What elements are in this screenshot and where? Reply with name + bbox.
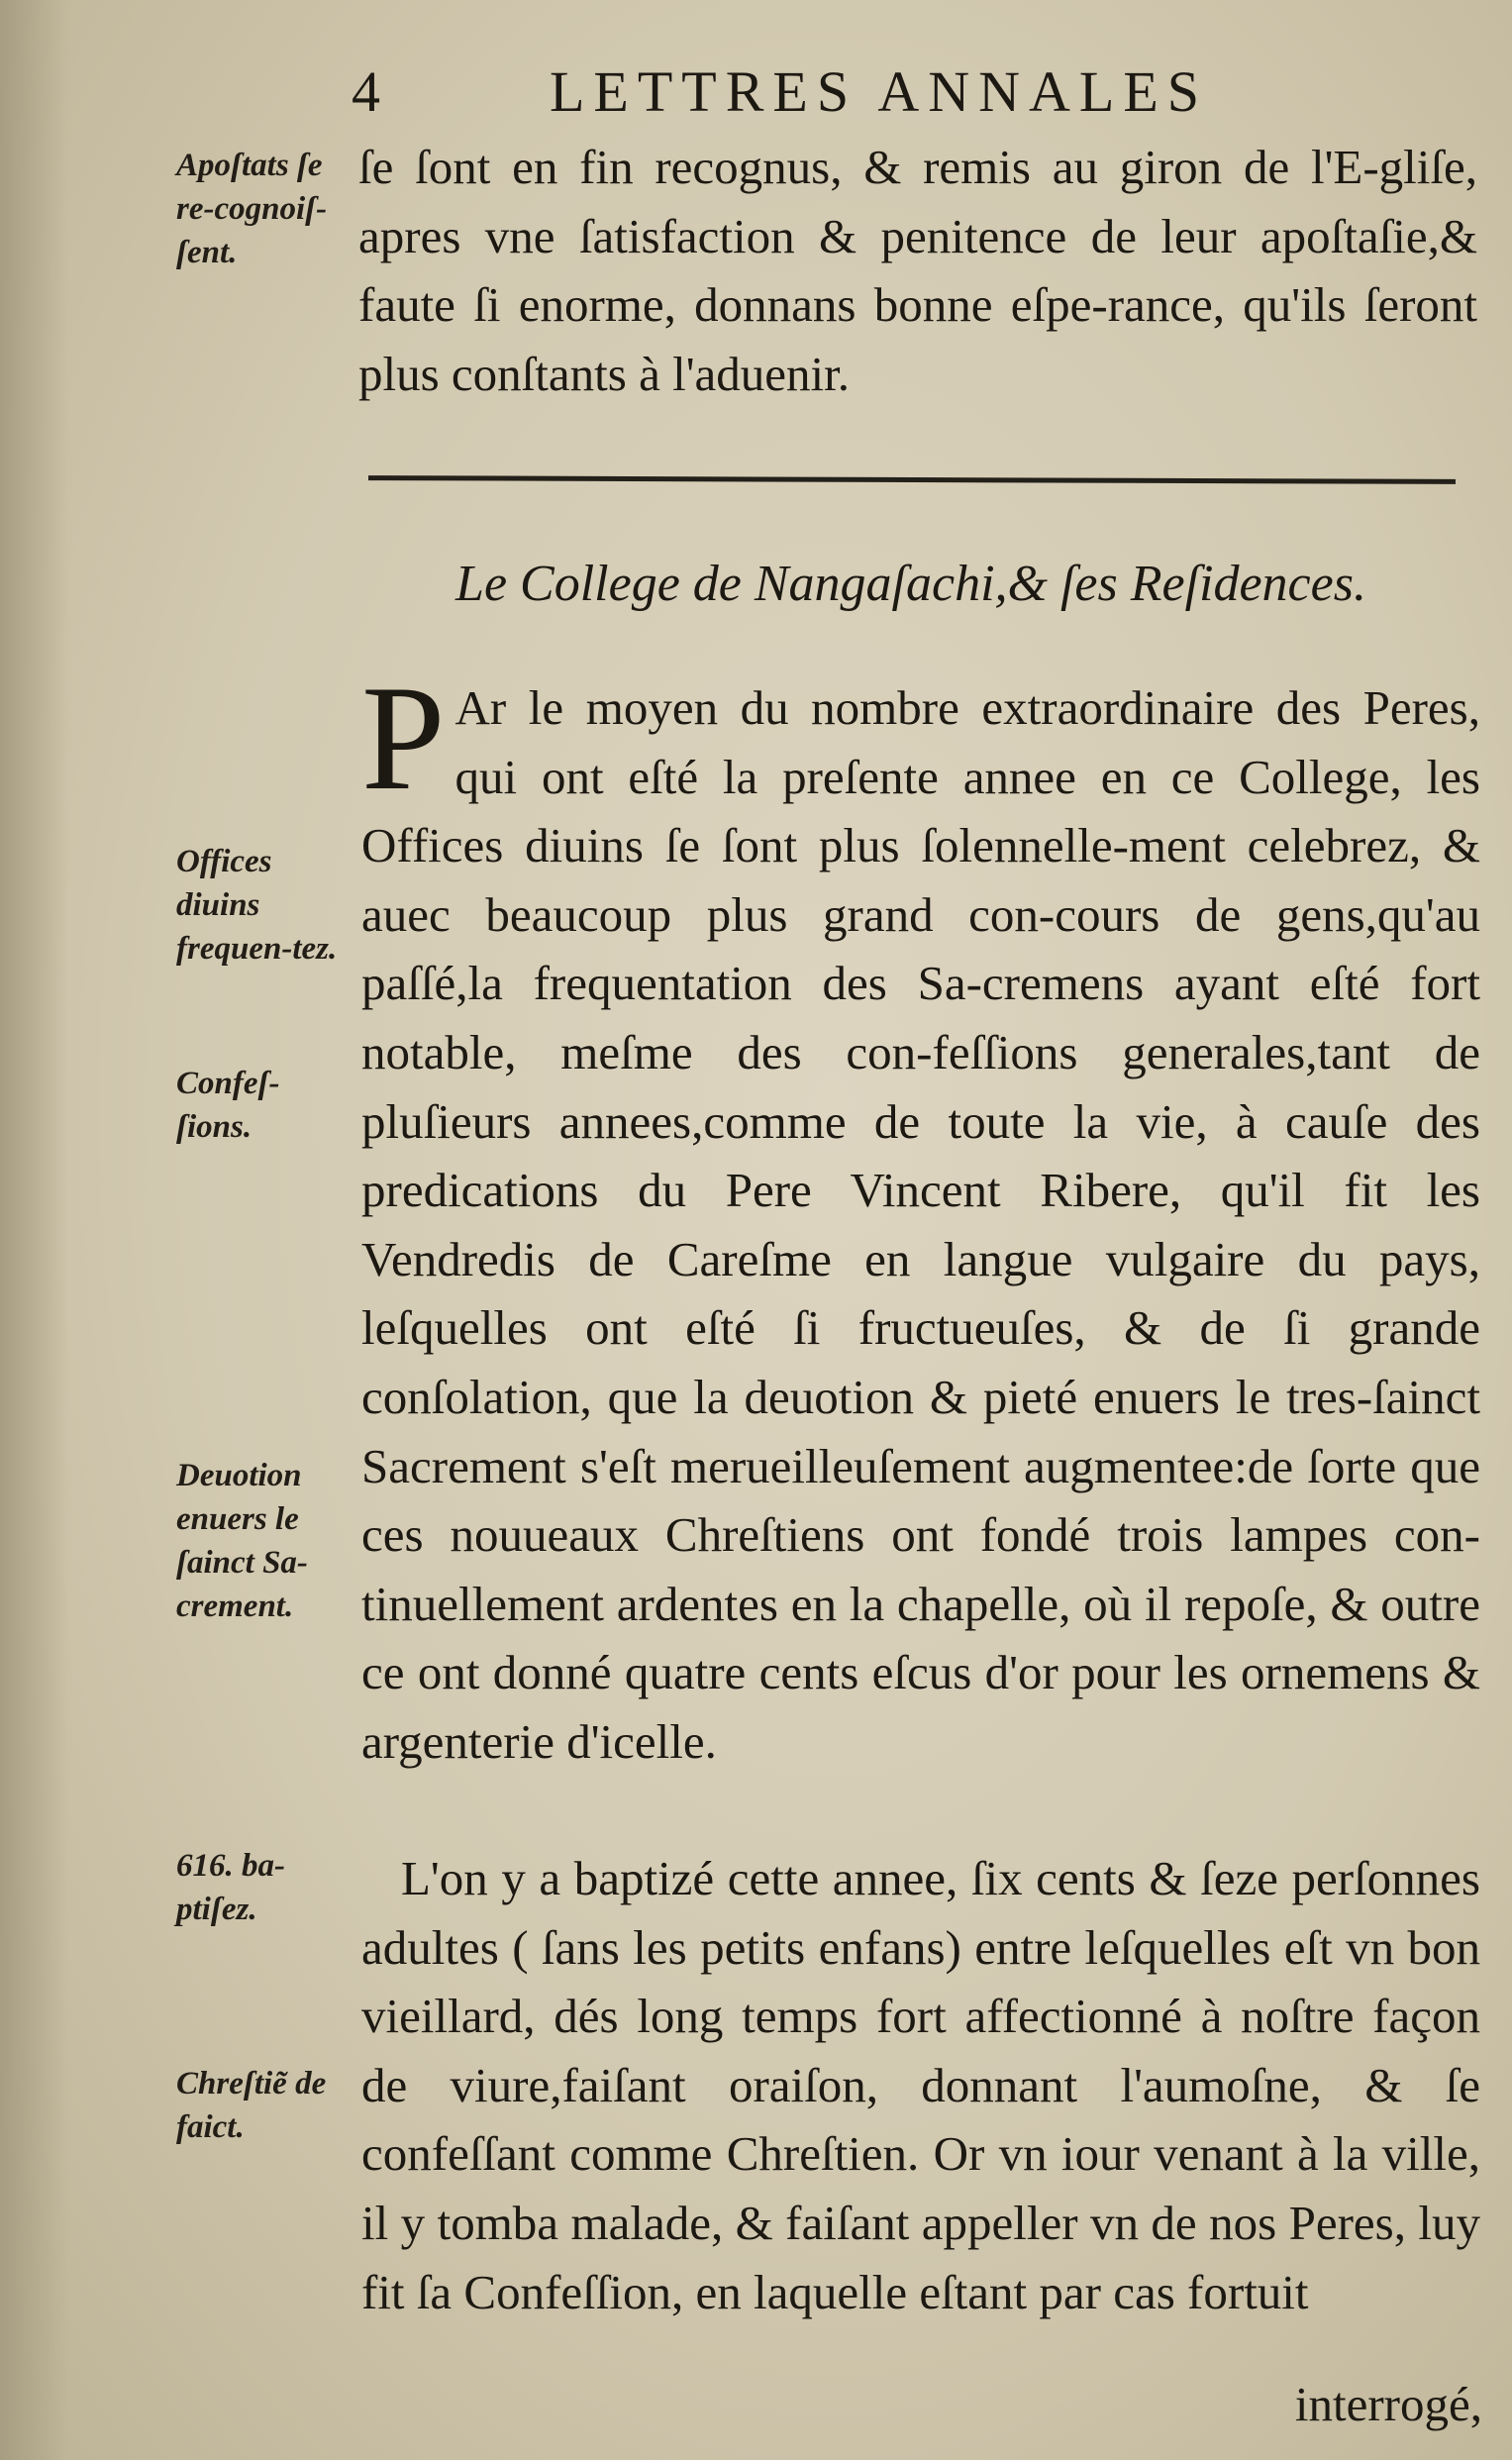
margin-note-baptisez: 616. ba-ptiſez. (176, 1848, 285, 1927)
margin-note-deuotion: Deuotion enuers le ſainct Sa-crement. (176, 1458, 308, 1624)
section-divider (368, 475, 1456, 484)
drop-cap: P (361, 655, 446, 821)
paragraph-college (361, 655, 1480, 1777)
page-header (352, 57, 1480, 127)
running-title: LETTRES ANNALES (550, 59, 1209, 124)
catchword: interrogé, (1294, 2377, 1482, 2431)
paragraph-baptisms: L'on y a baptizé cette annee, ſix cents & ſeze perſonnes adultes ( ſans les petits enfans) entre leſquelles eſt vn bon vieillard, dés long temps fort affectionné à noſtre façon de viure,faiſant oraiſon, donnant l'aumoſne, & ſe confeſſant comme Chreſtien. Or vn iour venant à la ville, il y tomba malade, & faiſant appeller vn de nos Peres, luy fit ſa Confeſſion, en laquelle eſtant par cas fortuit (361, 1851, 1480, 2319)
section-heading: Le College de Nangaſachi,& ſes Reſidences. (455, 556, 1366, 612)
margin-note-offices: Offices diuins frequen-tez. (176, 844, 338, 967)
margin-note-confessions: Confeſ-ſions. (176, 1066, 280, 1145)
margin-note-chrestien: Chreſtiẽ de faict. (176, 2066, 327, 2145)
opening-paragraph: ſe ſont en fin recognus, & remis au giron de l'E-gliſe, apres vne ſatisfaction & penitence de leur apoſtaſie,& faute ſi enorme, donnans bonne eſpe-rance, qu'ils ſeront plus conſtants à l'aduenir. (358, 140, 1477, 401)
margin-note-apostats: Apoſtats ſe re-cognoiſ-ſent. (176, 148, 328, 270)
page-number: 4 (352, 59, 380, 124)
paragraph-college-text: Ar le moyen du nombre extraordinaire des Peres, qui ont eſté la preſente annee en ce College, les Offices diuins ſe ſont plus ſolennelle-ment celebrez, & auec beaucoup plus grand con-cours de gens,qu'au paſſé,la frequentation des Sa-cremens ayant eſté fort notable, meſme des con-feſſions generales,tant de pluſieurs annees,comme de toute la vie, à cauſe des predications du Pere Vincent Ribere, qu'il fit les Vendredis de Careſme en langue vulgaire du pays, leſquelles ont eſté ſi fructueuſes, & de ſi grande conſolation, que la deuotion & pieté enuers le tres-ſainct Sacrement s'eſt merueilleuſement augmentee:de ſorte que ces nouueaux Chreſtiens ont fondé trois lampes con-tinuellement ardentes en la chapelle, où il repoſe, & outre ce ont donné quatre cents eſcus d'or pour les ornemens & argenterie d'icelle. (361, 680, 1480, 1769)
